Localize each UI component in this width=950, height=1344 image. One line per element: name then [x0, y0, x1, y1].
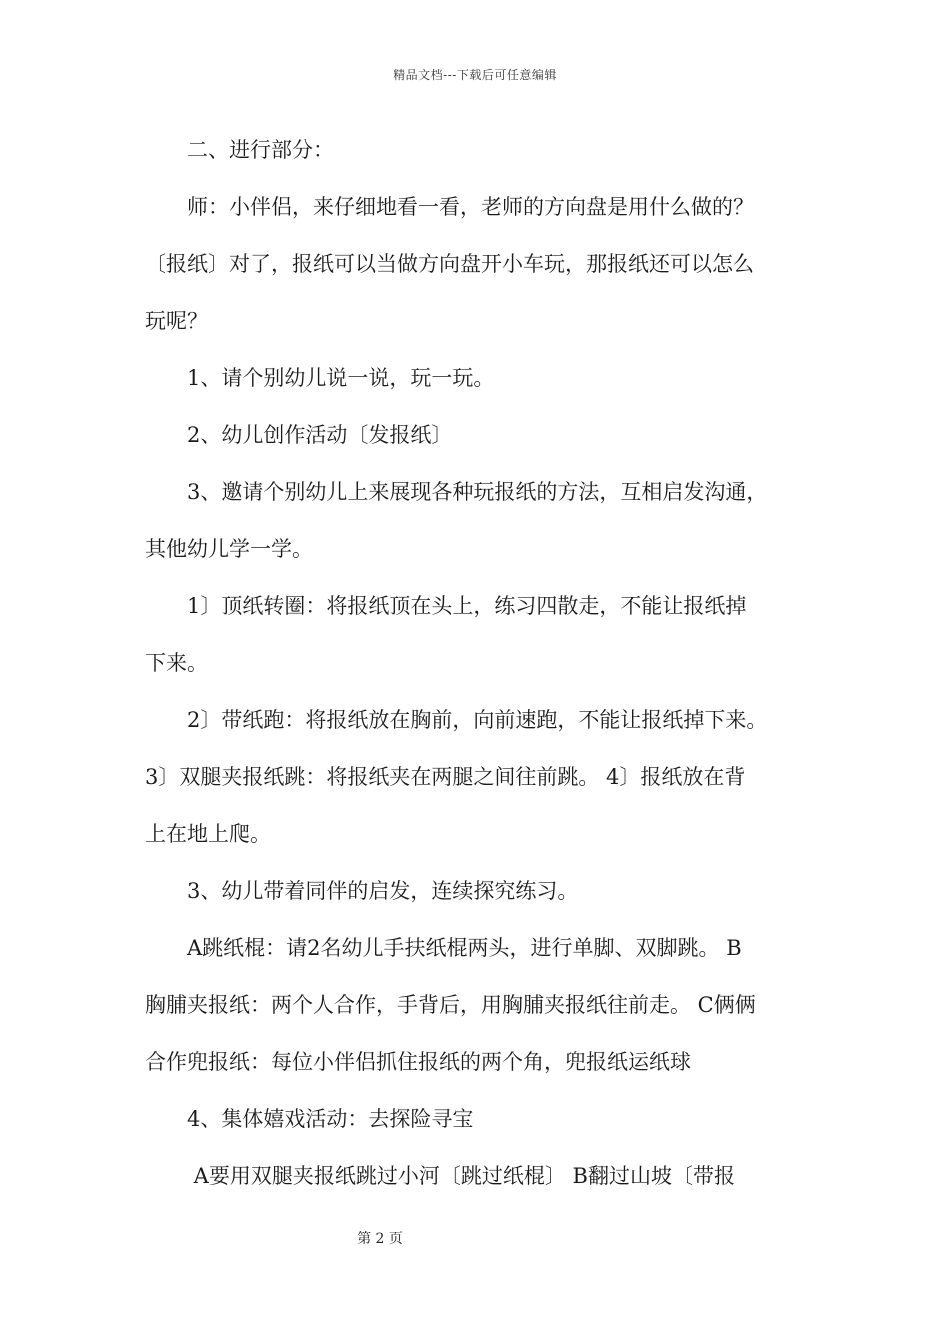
text-line: 二、进行部分：: [145, 138, 334, 162]
text-line: 〔报纸〕对了，报纸可以当做方向盘开小车玩，那报纸还可以怎么: [145, 252, 754, 276]
text-line: 1、请个别幼儿说一说，玩一玩。: [145, 366, 495, 390]
text-line: A要用双腿夹报纸跳过小河〔跳过纸棍〕 B翻过山坡〔带报: [145, 1164, 735, 1188]
page-header: 精品文档---下载后可任意编辑: [393, 68, 557, 82]
text-line: 3、邀请个别幼儿上来展现各种玩报纸的方法，互相启发沟通，: [145, 480, 768, 504]
text-line: 3、幼儿带着同伴的启发，连续探究练习。: [145, 879, 579, 903]
text-line: 1〕顶纸转圈：将报纸顶在头上，练习四散走，不能让报纸掉: [145, 594, 747, 618]
text-line: 2、幼儿创作活动〔发报纸〕: [145, 423, 453, 447]
text-line: 下来。: [145, 651, 208, 675]
text-line: 其他幼儿学一学。: [145, 537, 313, 561]
document-body: [145, 128, 825, 1211]
text-line: 玩呢？: [145, 309, 208, 333]
text-line: 上在地上爬。: [145, 822, 271, 846]
text-line: 胸脯夹报纸：两个人合作，手背后，用胸脯夹报纸往前走。 C俩俩: [145, 993, 756, 1017]
page-number: 第 2 页: [357, 1231, 403, 1247]
text-line: 合作兜报纸：每位小伴侣抓住报纸的两个角，兜报纸运纸球: [145, 1050, 691, 1074]
text-line: 4、集体嬉戏活动：去探险寻宝: [145, 1107, 474, 1131]
text-line: 师：小伴侣，来仔细地看一看，老师的方向盘是用什么做的？: [145, 195, 754, 219]
text-line: A跳纸棍：请2名幼儿手扶纸棍两头，进行单脚、双脚跳。 B: [145, 936, 742, 960]
text-line: 3〕双腿夹报纸跳：将报纸夹在两腿之间往前跳。 4〕报纸放在背: [145, 765, 746, 789]
text-line: 2〕带纸跑：将报纸放在胸前，向前速跑，不能让报纸掉下来。: [145, 708, 768, 732]
